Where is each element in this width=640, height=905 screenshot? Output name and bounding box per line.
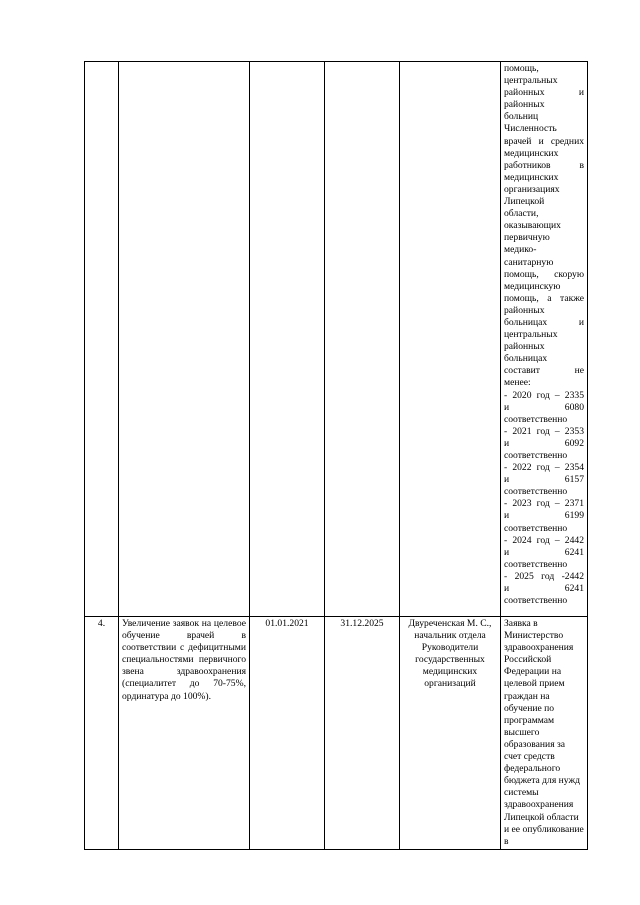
result-line: организациях: [504, 183, 560, 195]
cell-responsible: [400, 62, 501, 617]
result-line: соответственно: [504, 522, 568, 534]
end-date: 31.12.2025: [325, 617, 400, 850]
result-line: и 6092: [504, 437, 584, 449]
result-line: и 6157: [504, 474, 584, 486]
result-line: помощь,: [504, 63, 539, 74]
result-line: районных: [504, 99, 545, 111]
event-description: Увеличение заявок на целевое обучение врачей в соответствии с дефицитными специальностями первичного звена здравоохранения (специалитет до 70-75%, ординатура до 100%).: [119, 617, 250, 850]
result-line: санитарную: [504, 256, 554, 268]
cell-result: [501, 62, 588, 617]
result-line: - 2022 год – 2354: [504, 462, 584, 474]
result-line: - 2020 год – 2335: [504, 389, 584, 401]
result-line: - 2025 год -2442: [504, 570, 584, 582]
result-line: оказывающих: [504, 220, 561, 232]
result-line: больниц: [504, 111, 539, 123]
result-line: соответственно: [504, 486, 568, 498]
expected-result: Заявка в Министерство здравоохранения Российской Федерации на целевой прием граждан на обучение по программам высшего образования за счет средств федерального бюджета для нужд системы здравоохранения Липецкой области и ее опубликование в: [501, 617, 588, 850]
result-line: медико-: [504, 244, 537, 256]
result-line: районных: [504, 304, 545, 316]
result-line: Липецкой: [504, 196, 545, 208]
result-line: и 6241: [504, 546, 584, 558]
measures-table: [84, 61, 588, 850]
result-line: соответственно: [504, 595, 568, 607]
result-line: центральных: [504, 329, 558, 341]
result-line: соответственно: [504, 558, 568, 570]
result-line: области,: [504, 208, 539, 220]
result-line: Численность: [504, 123, 557, 135]
result-line: - 2023 год – 2371: [504, 498, 584, 510]
result-line: первичную: [504, 232, 550, 244]
start-date: 01.01.2021: [250, 617, 325, 850]
result-line: работников в: [504, 159, 584, 171]
result-line: и 6080: [504, 401, 584, 413]
result-line: соответственно: [504, 450, 568, 461]
result-line: менее:: [504, 377, 531, 389]
result-line: и 6199: [504, 510, 584, 522]
table-row: [85, 62, 588, 617]
cell-start-date: [250, 62, 325, 617]
result-line: и 6241: [504, 583, 584, 595]
result-line: помощь, а также: [504, 292, 584, 304]
cell-end-date: [325, 62, 400, 617]
row-number: 4.: [85, 617, 119, 850]
result-line: районных и: [504, 87, 584, 99]
result-line: центральных: [504, 75, 558, 87]
table-row: [85, 617, 588, 850]
result-line: - 2024 год – 2442: [504, 534, 584, 546]
result-line: медицинскую: [504, 280, 561, 292]
result-line: медицинских: [504, 147, 559, 159]
responsible-persons: Двуреченская М. С., начальник отдела Руководители государственных медицинских организаций: [400, 617, 501, 850]
result-line: соответственно: [504, 413, 568, 425]
result-line: - 2021 год – 2353: [504, 425, 584, 437]
result-line: медицинских: [504, 171, 559, 183]
cell-event: [119, 62, 250, 617]
result-line: врачей и средних: [504, 135, 584, 147]
result-line: составит не: [504, 365, 584, 377]
result-line: помощь, скорую: [504, 268, 584, 280]
result-line: районных: [504, 341, 545, 353]
cell-number: [85, 62, 119, 617]
result-line: больницах: [504, 353, 548, 365]
result-line: больницах и: [504, 316, 584, 328]
